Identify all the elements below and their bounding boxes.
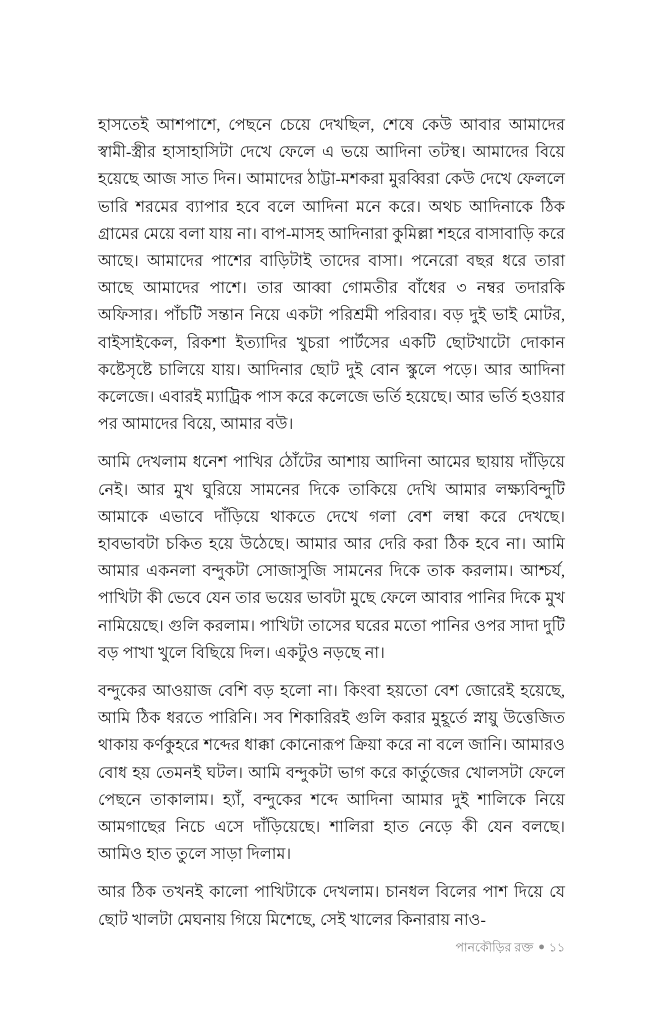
body-paragraph-1: হাসতেই আশপাশে, পেছনে চেয়ে দেখছিল, শেষে কেউ আবার আমাদের স্বামী-স্ত্রীর হাসাহাসিটা দেখে ফেলে এ ভয়ে আদিনা তটস্থ। আমাদের বিয়ে হয়েছে আজ সাত দিন। আমাদের ঠাট্টা-মশকরা মুরব্বিরা কেউ দেখে ফেললে ভারি শরমের ব্যাপার হবে বলে আদিনা মনে করে। অথচ আদিনাকে ঠিক গ্রামের মেয়ে বলা যায় না। বাপ-মাসহ আদিনারা কুমিল্লা শহরে বাসাবাড়ি করে আছে। আমাদের পাশের বাড়িটাই তাদের বাসা। পনেরো বছর ধরে তারা আছে আমাদের পাশে। তার আব্বা গোমতীর বাঁধের ৩ নম্বর তদারকি অফিসার। পাঁচটি সন্তান নিয়ে একটা পরিশ্রমী পরিবার। বড় দুই ভাই মোটর, বাইসাইকেল, রিকশা ইত্যাদির খুচরা পার্টসের একটি ছোটখাটো দোকান কষ্টেসৃষ্টে চালিয়ে যায়। আদিনার ছোট দুই বোন স্কুলে পড়ে। আর আদিনা কলেজে। এবারই ম্যাট্রিক পাস করে কলেজে ভর্তি হয়েছে। আর ভর্তি হওয়ার পর আমাদের বিয়ে, আমার বউ। xyxy=(98,117,565,434)
page-text-block xyxy=(98,112,565,934)
page-footer xyxy=(98,938,565,956)
body-paragraph-4: আর ঠিক তখনই কালো পাখিটাকে দেখলাম। চানধল বিলের পাশ দিয়ে যে ছোট খালটা মেঘনায় গিয়ে মিশেছে, সেই খালের কিনারায় নাও- xyxy=(98,884,565,929)
body-paragraph-2: আমি দেখলাম ধনেশ পাখির ঠোঁটের আশায় আদিনা আমের ছায়ায় দাঁড়িয়ে নেই। আর মুখ ঘুরিয়ে সামনের দিকে তাকিয়ে দেখি আমার লক্ষ্যবিন্দুটি আমাকে এভাবে দাঁড়িয়ে থাকতে দেখে গলা বেশ লম্বা করে দেখছে। হাবভাবটা চকিত হয়ে উঠেছে। আমার আর দেরি করা ঠিক হবে না। আমি আমার একনলা বন্দুকটা সোজাসুজি সামনের দিকে তাক করলাম। আশ্চর্য, পাখিটা কী ভেবে যেন তার ভয়ের ভাবটা মুছে ফেলে আবার পানির দিকে মুখ নামিয়েছে। গুলি করলাম। পাখিটা তাসের ঘরের মতো পানির ওপর সাদা দুটি বড় পাখা খুলে বিছিয়ে দিল। একটুও নড়ছে না। xyxy=(98,454,565,662)
bullet-separator-icon: ● xyxy=(538,941,545,953)
running-title: পানকৌড়ির রক্ত xyxy=(455,940,534,955)
body-paragraph-3: বন্দুকের আওয়াজ বেশি বড় হলো না। কিংবা হয়তো বেশ জোরেই হয়েছে, আমি ঠিক ধরতে পারিনি। সব শিকারিরই গুলি করার মুহূর্তে স্নায়ু উত্তেজিত থাকায় কর্ণকুহরে শব্দের ধাক্কা কোনোরূপ ক্রিয়া করে না বলে জানি। আমারও বোধ হয় তেমনই ঘটল। আমি বন্দুকটা ভাগ করে কার্তুজের খোলসটা ফেলে পেছনে তাকালাম। হ্যাঁ, বন্দুকের শব্দে আদিনা আমার দুই শালিকে নিয়ে আমগাছের নিচে এসে দাঁড়িয়েছে। শালিরা হাত নেড়ে কী যেন বলছে। আমিও হাত তুলে সাড়া দিলাম। xyxy=(98,683,565,864)
page-number: ১১ xyxy=(548,940,565,955)
